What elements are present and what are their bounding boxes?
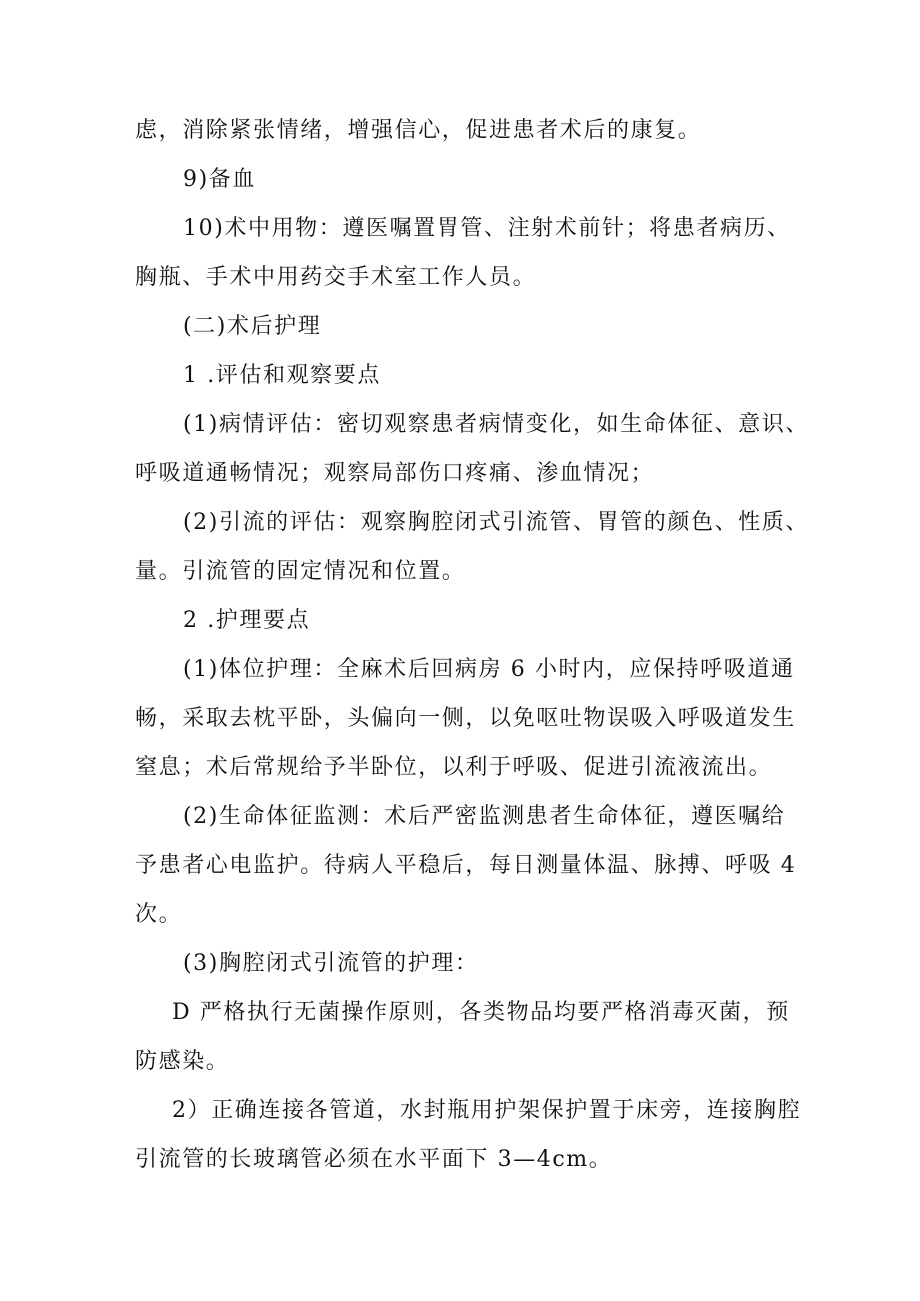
text-line: 引流管的长玻璃管必须在水平面下 3—4cm。 (135, 1147, 613, 1172)
text-line: 防感染。 (135, 1049, 230, 1074)
text-line: 9)备血 (183, 167, 256, 192)
text-line: 胸瓶、手术中用药交手术室工作人员。 (135, 265, 537, 290)
text-line: (3)胸腔闭式引流管的护理： (183, 951, 479, 976)
text-line: (2)引流的评估：观察胸腔闭式引流管、胃管的颜色、性质、 (183, 510, 809, 535)
text-line: 予患者心电监护。待病人平稳后，每日测量体温、脉搏、呼吸 4 (135, 853, 797, 878)
text-line: 虑，消除紧张情绪，增强信心，促进患者术后的康复。 (135, 118, 702, 143)
text-line: 呼吸道通畅情况；观察局部伤口疼痛、渗血情况； (135, 461, 655, 486)
text-line: 量。引流管的固定情况和位置。 (135, 559, 466, 584)
section-heading: (二)术后护理 (183, 314, 322, 339)
text-line: (1)体位护理：全麻术后回病房 6 小时内，应保持呼吸道通 (183, 657, 795, 682)
text-line: 畅，采取去枕平卧，头偏向一侧，以免呕吐物误吸入呼吸道发生 (135, 706, 796, 731)
text-line: 10)术中用物：遵医嘱置胃管、注射术前针；将患者病历、 (183, 216, 791, 241)
text-line: (2)生命体征监测：术后严密监测患者生命体征，遵医嘱给 (183, 804, 786, 829)
subsection-heading: 1 .评估和观察要点 (183, 363, 381, 388)
subsection-heading: 2 .护理要点 (183, 608, 311, 633)
text-line: 次。 (135, 902, 183, 927)
text-line: (1)病情评估：密切观察患者病情变化，如生命体征、意识、 (183, 412, 809, 437)
text-line: 2）正确连接各管道，水封瓶用护架保护置于床旁，连接胸腔 (172, 1098, 802, 1123)
text-line: D 严格执行无菌操作原则，各类物品均要严格消毒灭菌，预 (172, 1000, 790, 1025)
text-line: 窒息；术后常规给予半卧位，以利于呼吸、促进引流液流出。 (135, 755, 773, 780)
